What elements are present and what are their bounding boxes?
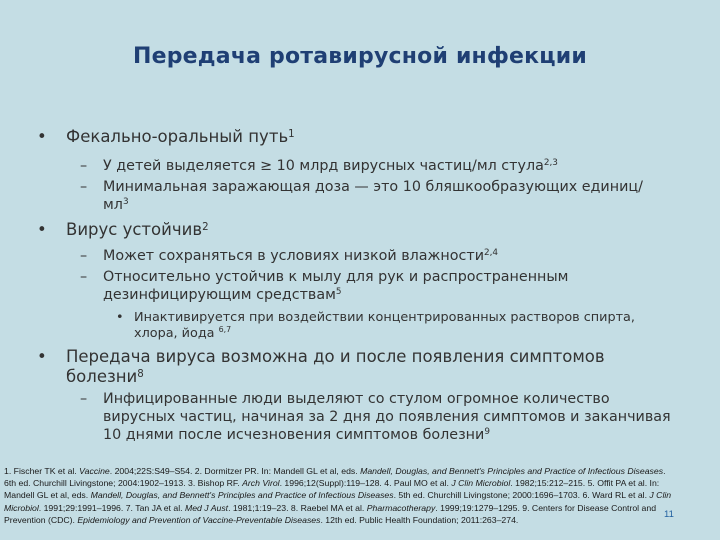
sub-item: Может сохраняться в условиях низкой влажности$^{2,4}$ — [103, 248, 499, 264]
dash-marker: – — [80, 391, 88, 407]
references: 1. Fischer TK et al. Vaccine. 2004;22S:S49–S54. 2. Dormitzer PR. In: Mandell GL et al, eds. Mandell, Douglas, and Bennett's Principles and Practice of Infectious Diseases. 6th ed. Churchill Livingstone; 2004:1902–1913. 3. Bishop RF. Arch Virol. 1996;12(Suppl):119–128. 4. Paul MO et al. J Clin Microbiol. 1982;15:212–215. 5. Offit PA et al. In: Mandell GL et al, eds. Mandell, Douglas, and Bennett's Principles and Practice of Infectious Diseases. 5th ed. Churchill Livingstone; 2000:1696–1703. 6. Ward RL et al. J Clin Microbiol. 1991;29:1991–1996. 7. Tan JA et al. Med J Aust. 1981;1:19–23. 8. Raebel MA et al. Pharmacotherapy. 1999;19:1279–1295. 9. Centers for Disease Control and Prevention (CDC). Epidemiology and Prevention of Vaccine-Preventable Diseases. 12th ed. Public Health Foundation; 2011:263–274. — [4, 466, 672, 525]
bullet-marker: • — [37, 127, 47, 146]
sub-item: Инфицированные люди выделяют со стулом огромное количество вирусных частиц, начиная за 2 дня до появления симптомов и заканчивая 10 днями после исчезновения симптомов болезни$^9$ — [103, 391, 671, 443]
bullet-marker: • — [116, 310, 124, 325]
dash-marker: – — [80, 248, 88, 264]
bullet-item: Фекально-оральный путь$^1$ — [66, 127, 295, 146]
dash-marker: – — [80, 179, 88, 195]
bullet-marker: • — [37, 347, 47, 366]
page-number: 11 — [664, 509, 674, 520]
sub-item: Минимальная заражающая доза — это 10 бляшкообразующих единиц/$мл^3$ — [103, 179, 643, 213]
dash-marker: – — [80, 269, 88, 285]
slide-title: Передача ротавирусной инфекции — [133, 44, 587, 69]
sub-item: Относительно устойчив к мылу для рук и распространенным дезинфицирующим средствам$^5$ — [103, 269, 569, 303]
dash-marker: – — [80, 158, 88, 174]
bullet-marker: • — [37, 220, 47, 239]
bullet-item: Передача вируса возможна до и после появления симптомов болезни$^8$ — [66, 347, 605, 386]
bullet-item: Вирус устойчив$^2$ — [66, 220, 209, 239]
sub-item: У детей выделяется ≥ 10 млрд вирусных частиц/мл стула$^{2,3}$ — [103, 158, 558, 174]
sub-sub-item: Инактивируется при воздействии концентрированных растворов спирта, хлора, йода $^{6,7}$ — [134, 310, 635, 341]
